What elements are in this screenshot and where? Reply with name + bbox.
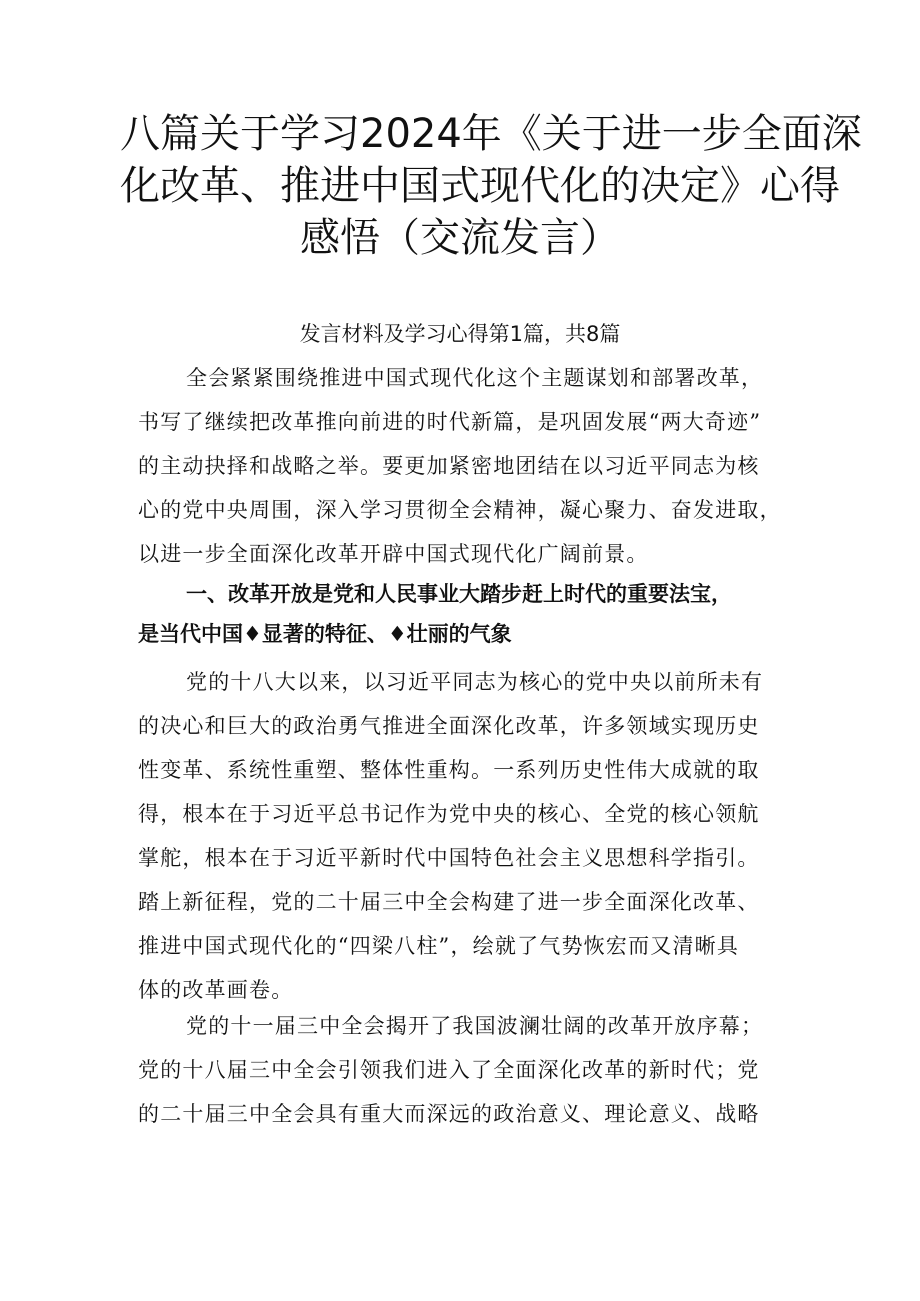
document-subtitle: 发言材料及学习心得第1篇，共8篇 (299, 322, 621, 346)
title-line: 感悟（交流发言） (300, 215, 620, 261)
paragraph-line: 全会紧紧围绕推进中国式现代化这个主题谋划和部署改革， (186, 366, 764, 390)
heading-line: 一、改革开放是党和人民事业大踏步赶上时代的重要法宝， (186, 582, 732, 606)
title-line: 化改革、推进中国式现代化的决定》心得 (120, 163, 840, 209)
paragraph-line: 得，根本在于习近平总书记作为党中央的核心、全党的核心领航 (138, 802, 760, 826)
paragraph-line: 党的十八届三中全会引领我们进入了全面深化改革的新时代；党 (138, 1058, 760, 1082)
paragraph-line: 党的十一届三中全会揭开了我国波澜壮阔的改革开放序幕； (186, 1014, 764, 1038)
paragraph-line: 性变革、系统性重塑、整体性重构。一系列历史性伟大成就的取 (138, 758, 760, 782)
section-heading-1 (138, 574, 798, 654)
paragraph-line: 的主动抉择和战略之举。要更加紧密地团结在以习近平同志为核 (138, 454, 760, 478)
paragraph-line: 掌舵，根本在于习近平新时代中国特色社会主义思想科学指引。 (138, 846, 760, 870)
paragraph-line: 党的十八大以来，以习近平同志为核心的党中央以前所未有 (186, 670, 764, 694)
paragraph-line: 以进一步全面深化改革开辟中国式现代化广阔前景。 (138, 542, 649, 566)
paragraph-line: 推进中国式现代化的“四梁八柱”，绘就了气势恢宏而又清晰具 (138, 934, 740, 958)
paragraph-3 (138, 1004, 786, 1136)
paragraph-line: 的决心和巨大的政治勇气推进全面深化改革，许多领域实现历史 (138, 714, 760, 738)
paragraph-1 (138, 356, 786, 576)
paragraph-2 (138, 660, 786, 1012)
paragraph-line: 体的改革画卷。 (138, 978, 294, 1002)
paragraph-line: 心的党中央周围，深入学习贯彻全会精神，凝心聚力、奋发进取， (138, 498, 782, 522)
document-title (120, 108, 862, 264)
title-line: 八篇关于学习2024年《关于进一步全面深 (120, 111, 862, 157)
paragraph-line: 的二十届三中全会具有重大而深远的政治意义、理论意义、战略 (138, 1102, 760, 1126)
paragraph-line: 书写了继续把改革推向前进的时代新篇，是巩固发展“两大奇迹” (138, 410, 762, 434)
paragraph-line: 踏上新征程，党的二十届三中全会构建了进一步全面深化改革、 (138, 890, 760, 914)
heading-line: 是当代中国♦显著的特征、♦壮丽的气象 (138, 622, 512, 646)
